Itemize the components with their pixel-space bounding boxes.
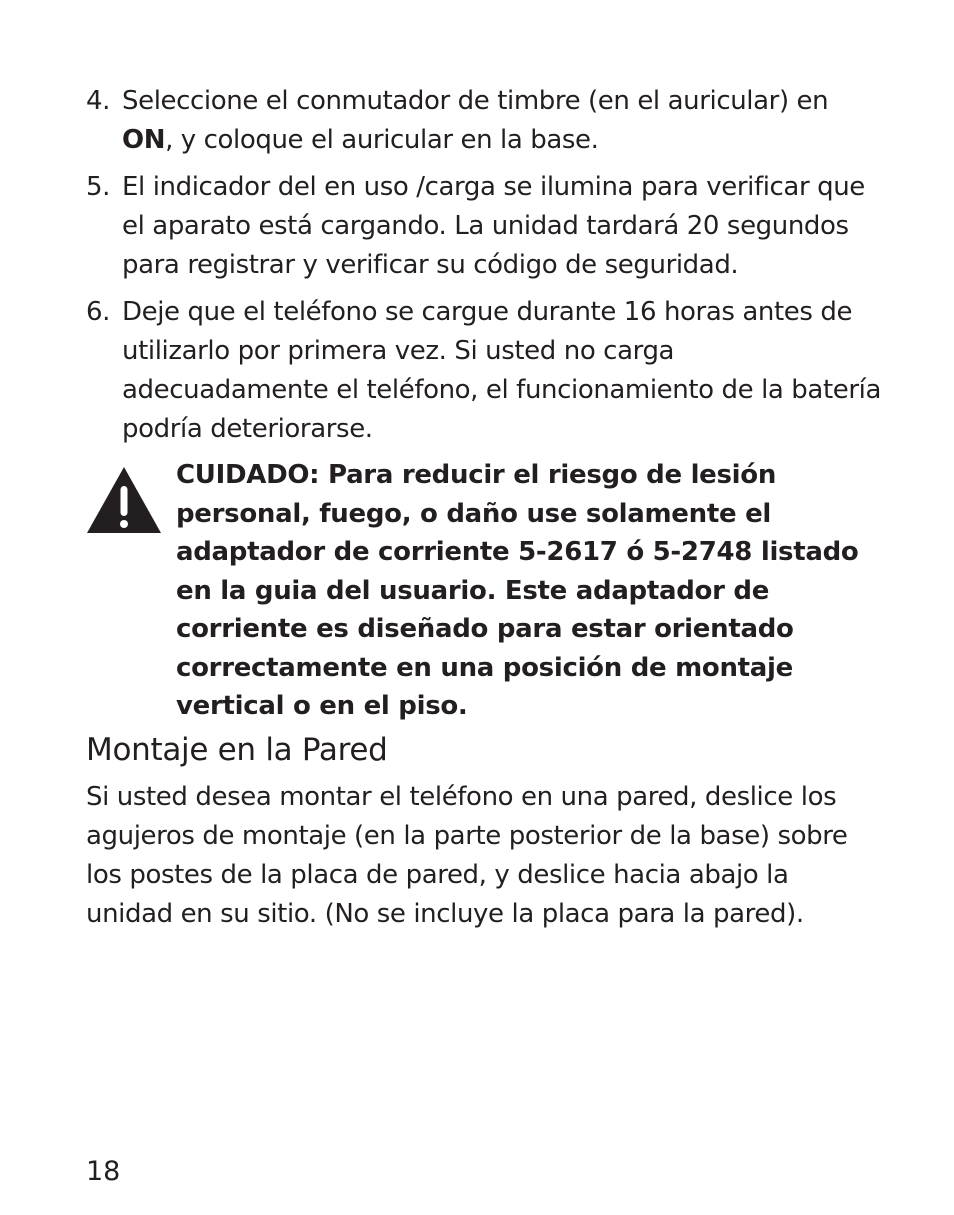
step-5 <box>86 168 886 285</box>
step-number: 6. <box>86 297 111 327</box>
step-bold-on: ON <box>122 125 166 155</box>
caution-text: CUIDADO: Para reducir el riesgo de lesión personal, fuego, o daño use solamente el adaptador de corriente 5-2617 ó 5-2748 listado en la guia del usuario. Este adaptador de corriente es diseñado para estar orientado correctamente en una posición de montaje vertical o en el piso. <box>176 460 859 721</box>
page-number: 18 <box>86 1156 121 1187</box>
step-number: 4. <box>86 86 111 116</box>
step-number: 5. <box>86 172 111 202</box>
step-text: Deje que el teléfono se cargue durante 16 horas antes de utilizarlo por primera vez. Si usted no carga adecuadamente el teléfono, el funcionamiento de la batería podría deteriorarse. <box>122 297 881 444</box>
instruction-steps <box>86 82 886 457</box>
step-text-part: , y coloque el auricular en la base. <box>165 125 599 155</box>
step-4 <box>86 82 886 160</box>
step-text-part: Seleccione el conmutador de timbre (en el auricular) en <box>122 86 829 116</box>
section-body: Si usted desea montar el teléfono en una pared, deslice los agujeros de montaje (en la parte posterior de la base) sobre los postes de la placa de pared, y deslice hacia abajo la unidad en su sitio. (No se incluye la placa para la pared). <box>86 782 848 929</box>
warning-triangle-icon <box>86 466 162 534</box>
section-title: Montaje en la Pared <box>86 732 388 768</box>
step-text: El indicador del en uso /carga se ilumina para verificar que el aparato está cargando. La unidad tardará 20 segundos para registrar y verificar su código de seguridad. <box>122 172 865 280</box>
step-6 <box>86 293 886 449</box>
step-text <box>122 86 828 155</box>
